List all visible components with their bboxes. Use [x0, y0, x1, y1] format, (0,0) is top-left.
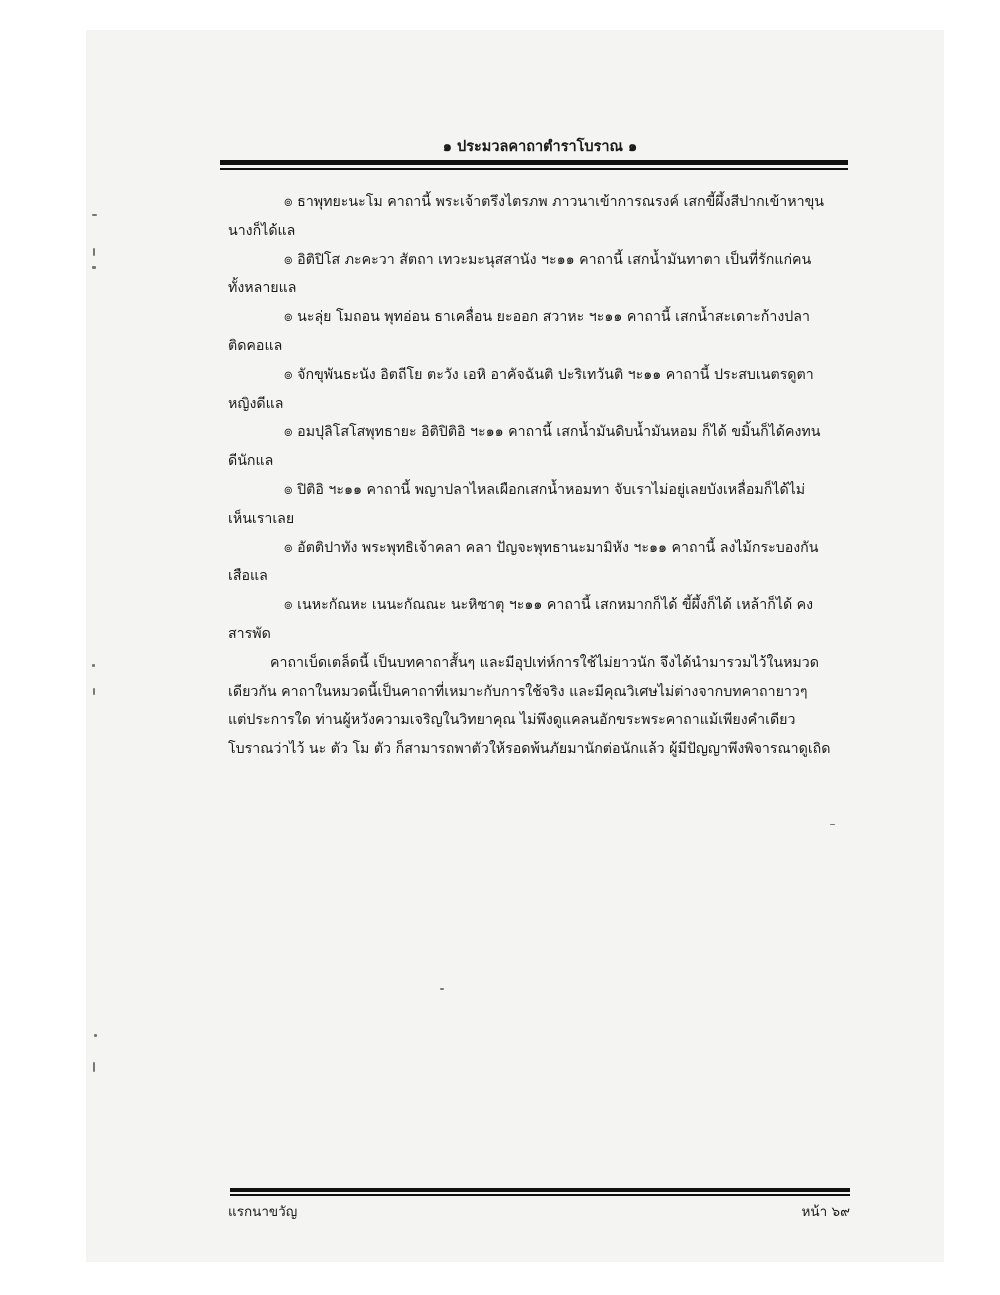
document-body: [228, 188, 842, 764]
text-line: ๏ จักขุพันธะนัง อิตถีโย ตะวัง เอหิ อาคัจฉันติ ปะริเทวันติ ฯะ๑๑ คาถานี้ ประสบเนตรดูตา: [284, 366, 814, 383]
incantation-paragraph: [228, 591, 842, 649]
text-line: ๏ อมปุลิโสโสพุทธายะ อิติปิติอิ ฯะ๑๑ คาถานี้ เสกน้ำมันดิบน้ำมันหอม ก็ได้ ขมิ้นก็ได้คงทน: [284, 424, 821, 441]
text-line: โบราณว่าไว้ นะ ตัว โม ตัว ก็สามารถพาตัวให้รอดพ้นภัยมานักต่อนักแล้ว ผู้มีปัญญาพึงพิจารณาดูเถิด: [228, 741, 831, 758]
text-line: ๏ ปิติอิ ฯะ๑๑ คาถานี้ พญาปลาไหลเผือกเสกน้ำหอมทา จับเราไม่อยู่เลยบังเหลื่อมก็ได้ไม่: [284, 481, 806, 498]
incantation-paragraph: [228, 418, 842, 476]
incantation-paragraph: [228, 303, 842, 361]
text-line: ๏ เนหะกัณหะ เนนะกัณณะ นะหิซาตุ ฯะ๑๑ คาถานี้ เสกหมากก็ได้ ขี้ผึ้งก็ได้ เหล้าก็ได้ คง: [284, 597, 814, 614]
scan-speck: [440, 988, 444, 990]
text-line: แต่ประการใด ท่านผู้หวังความเจริญในวิทยาคุณ ไม่พึงดูแคลนอักขระพระคาถาแม้เพียงคำเดียว: [228, 712, 796, 729]
incantation-paragraph: [228, 476, 842, 534]
footer-book-title: แรกนาขวัญ: [228, 1204, 298, 1220]
text-line: นางก็ได้แล: [228, 222, 296, 239]
scan-speck: [93, 688, 95, 695]
incantation-paragraph: [228, 361, 842, 419]
text-line: ๏ อัตติปาทัง พระพุทธิเจ้าคลา คลา ปัญจะพุทธานะมามิหัง ฯะ๑๑ คาถานี้ ลงไม้กระบองกัน: [284, 539, 819, 556]
scan-speck: [92, 664, 95, 667]
incantation-paragraph: [228, 246, 842, 304]
text-line: คาถาเบ็ดเตล็ดนี้ เป็นบทคาถาสั้นๆ และมีอุปเท่ห์การใช้ไม่ยาวนัก จึงได้นำมารวมไว้ในหมวด: [270, 654, 819, 671]
text-line: ๏ อิติปิโส ภะคะวา สัตถา เทวะมะนุสสานัง ฯะ๑๑ คาถานี้ เสกน้ำมันทาตา เป็นที่รักแก่คน: [284, 251, 812, 268]
text-line: ๏ ธาพุทยะนะโม คาถานี้ พระเจ้าตรึงไตรภพ ภาวนาเข้าการณรงค์ เสกขี้ผึ้งสีปากเข้าหาขุน: [284, 194, 824, 210]
scan-speck: [93, 1062, 95, 1072]
text-line: ๏ นะลุ่ย โมถอน พุทอ่อน ธาเคลื่อน ยะออก สวาหะ ฯะ๑๑ คาถานี้ เสกน้ำสะเดาะก้างปลา: [284, 309, 810, 326]
footer-page-number: หน้า ๖๙: [801, 1204, 850, 1220]
scan-speck: [92, 266, 96, 269]
header-rule-thin: [220, 168, 848, 170]
text-line: เห็นเราเลย: [228, 510, 295, 527]
text-line: สารพัด: [228, 625, 271, 642]
incantation-paragraph: [228, 188, 842, 246]
scan-speck: [94, 1034, 97, 1037]
scan-speck: [830, 824, 835, 825]
header-rule-thick: [220, 160, 848, 165]
scan-speck: [93, 248, 95, 256]
text-line: เดียวกัน คาถาในหมวดนี้เป็นคาถาที่เหมาะกับการใช้จริง และมีคุณวิเศษไม่ต่างจากบทคาถายาวๆ: [228, 683, 808, 700]
text-line: ติดคอแล: [228, 337, 283, 354]
scan-speck: [92, 214, 97, 216]
page-header-title: ๑ ประมวลคาถาตำราโบราณ ๑: [442, 138, 638, 155]
closing-paragraph: [228, 649, 842, 764]
text-line: หญิงดีแล: [228, 395, 284, 412]
text-line: ทั้งหลายแล: [228, 280, 297, 297]
text-line: เสือแล: [228, 568, 268, 585]
footer-rule-thick: [230, 1188, 850, 1192]
text-line: ดีนักแล: [228, 453, 274, 470]
incantation-paragraph: [228, 534, 842, 592]
footer-rule-thin: [230, 1194, 850, 1196]
